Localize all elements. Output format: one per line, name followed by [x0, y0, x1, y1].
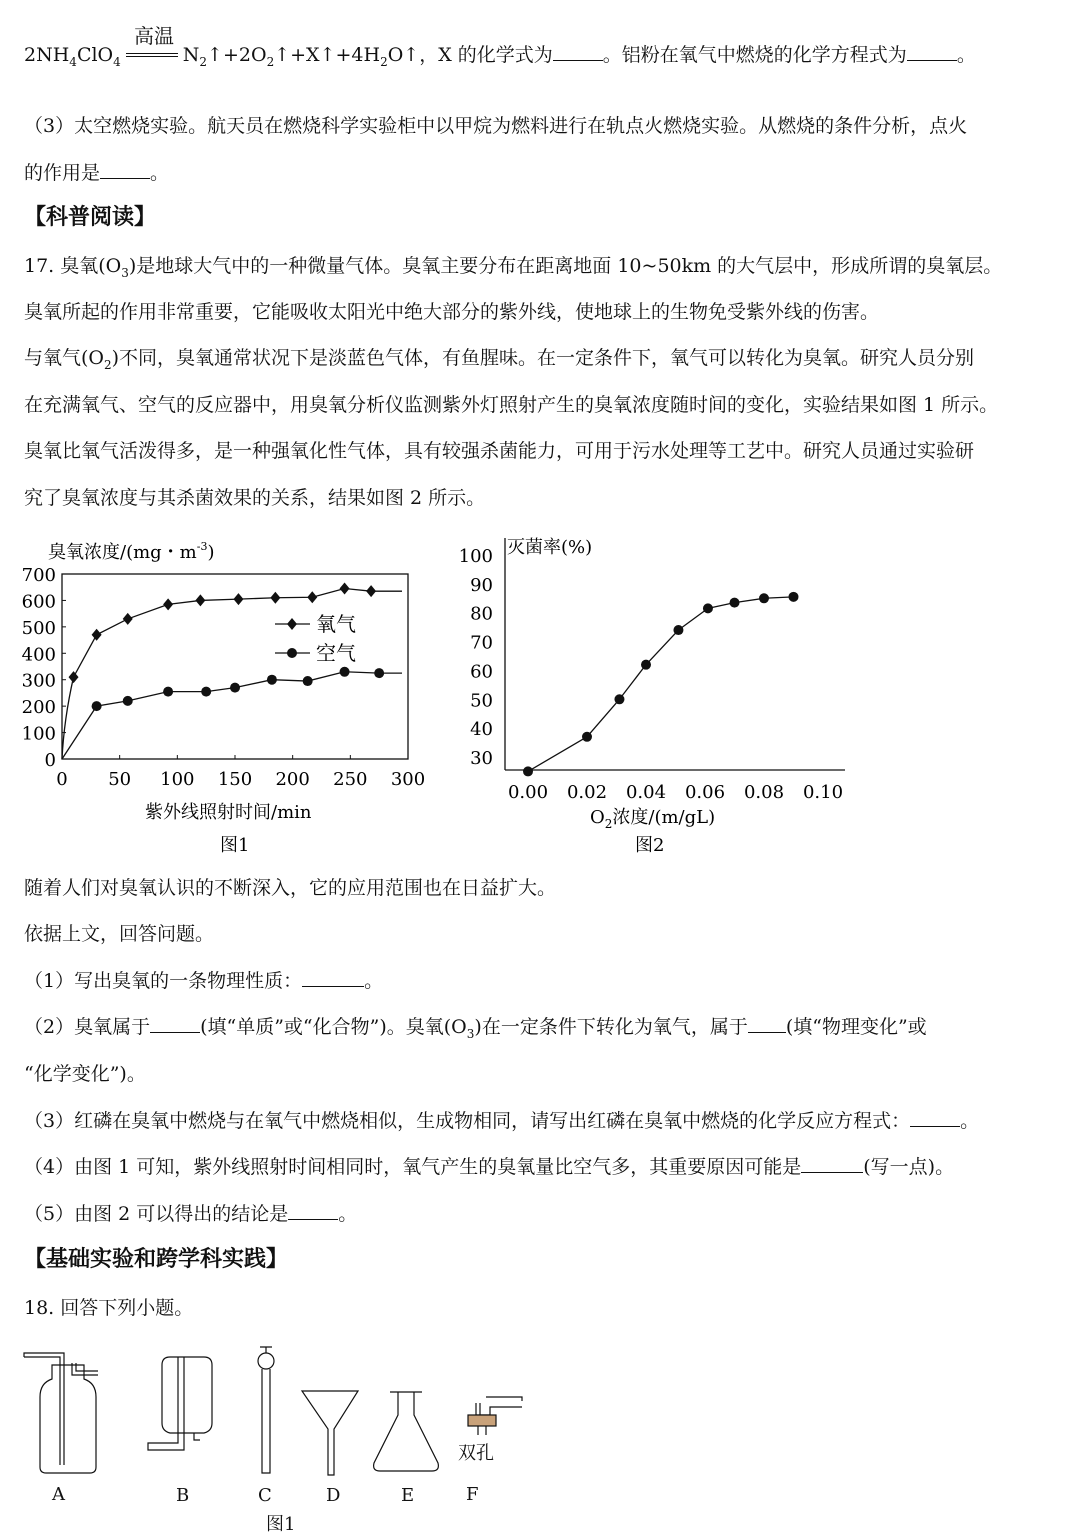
fig2-x-tick-label: 0.00: [507, 782, 549, 803]
fig1-y-tick-label: 100: [21, 723, 56, 745]
legend-air: 空气: [316, 641, 356, 665]
fig1-x-tick-label: 200: [275, 769, 310, 790]
fig2-series-line: [528, 597, 794, 772]
reaction-condition: 高温: [134, 24, 174, 48]
fig2-ylabel: 灭菌率(%): [507, 537, 593, 558]
apparatus-label-b: B: [176, 1485, 190, 1506]
passage-line-5: 臭氧比氧气活泼得多，是一种强氧化性气体，具有较强杀菌能力，可用于污水处理等工艺中。研究人员通过实验研: [24, 440, 975, 462]
fig2-y-tick-label: 30: [470, 748, 493, 769]
fig1-y-tick-label: 500: [21, 617, 56, 639]
question-2: （2）臭氧属于 (填“单质”或“化合物”)。臭氧$(O_3)$在一定条件下转化为氧气，属于 (填“物理变化”或: [24, 1016, 927, 1041]
fig1-oxygen-point: [233, 593, 243, 605]
passage-line-3: 与氧气$(O_2)$不同，臭氧通常状况下是淡蓝色气体，有鱼腥味。在一定条件下，氧气可以转化为臭氧。研究人员分别: [24, 347, 975, 372]
fig2-x-tick-label: 0.02: [566, 782, 608, 803]
fig1-y-tick-label: 200: [21, 697, 56, 719]
fig2-data-point: [614, 694, 624, 704]
fig1-x-tick-label: 150: [217, 769, 253, 790]
q16-3-line2: 的作用是 。: [24, 162, 170, 184]
fig1-legend: [275, 612, 356, 665]
fig1-plot-frame: [62, 574, 408, 759]
fig2-y-tick-label: 90: [470, 574, 493, 596]
apparatus-label-e: E: [401, 1485, 415, 1506]
fig1-oxygen-point: [69, 671, 79, 683]
fig2-caption: 图2: [635, 835, 665, 856]
fig2-data-point: [582, 732, 592, 742]
fig2-data-point: [789, 592, 799, 602]
fig1-oxygen-point: [366, 585, 376, 597]
figure-1-ozone-chart: [20, 528, 440, 863]
question-1: （1）写出臭氧的一条物理性质： 。: [24, 970, 384, 992]
fig2-y-tick-label: 100: [458, 546, 493, 567]
apparatus-f-note: 双孔: [458, 1443, 494, 1464]
fig1-ylabel: 臭氧浓度/(mg・$m^{-3}$): [48, 540, 215, 563]
question-5: （5）由图 2 可以得出的结论是 。: [24, 1203, 358, 1225]
fig1-oxygen-point: [307, 591, 317, 603]
apparatus-d-funnel-icon: [302, 1391, 358, 1475]
fig1-oxygen-point: [195, 594, 205, 606]
fig1-x-tick-label: 300: [390, 769, 426, 790]
passage-line-4: 在充满氧气、空气的反应器中，用臭氧分析仪监测紫外灯照射产生的臭氧浓度随时间的变化，实验结果如图 1 所示。: [24, 394, 999, 416]
apparatus-e-conical-flask-icon: [374, 1392, 439, 1471]
question-18: 18. 回答下列小题。: [24, 1297, 194, 1319]
fig1-air-point: [267, 675, 277, 685]
after-line-1: 随着人们对臭氧认识的不断深入，它的应用范围也在日益扩大。: [24, 877, 557, 899]
section-experiment-title: 【基础实验和跨学科实践】: [24, 1247, 289, 1272]
passage-line-2: 臭氧所起的作用非常重要，它能吸收太阳光中绝大部分的紫外线，使地球上的生物免受紫外线的伤害。: [24, 301, 880, 323]
passage-line-6: 究了臭氧浓度与其杀菌效果的关系，结果如图 2 所示。: [24, 487, 486, 509]
fig2-x-tick-label: 0.04: [625, 782, 667, 803]
apparatus-f-stopper-icon: [468, 1397, 522, 1435]
fig1-x-tick-label: 0: [56, 769, 68, 790]
fig1-oxygen-point: [270, 592, 280, 604]
fig1-x-tick-label: 250: [333, 769, 368, 790]
fig1-air-point: [123, 696, 133, 706]
question-2-cont: “化学变化”)。: [24, 1063, 146, 1085]
fig2-data-point: [673, 625, 683, 635]
fig2-data-point: [523, 766, 533, 776]
apparatus-label-a: A: [52, 1484, 65, 1505]
fig2-data-point: [641, 660, 651, 670]
fig1-air-point: [92, 701, 102, 711]
apparatus-a-gas-bottle-icon: [24, 1353, 98, 1473]
apparatus-label-c: C: [258, 1485, 272, 1506]
fig1-caption: 图1: [220, 835, 250, 856]
fig1-air-point: [201, 687, 211, 697]
apparatus-label-f: F: [466, 1484, 479, 1505]
fig1-y-tick-label: 600: [21, 591, 56, 613]
fig2-x-tick-label: 0.08: [743, 782, 785, 803]
fig1-y-tick-label: 700: [21, 565, 56, 586]
fig1-air-point: [303, 676, 313, 686]
legend-oxygen: 氧气: [316, 612, 356, 636]
fig2-y-tick-label: 50: [470, 690, 493, 712]
fig2-xlabel: $O_2$浓度/(m/gL): [590, 807, 716, 831]
fig1-xlabel: 紫外线照射时间/min: [145, 802, 312, 823]
apparatus-c-thistle-funnel-icon: [258, 1347, 274, 1473]
fig2-x-tick-label: 0.10: [802, 782, 844, 803]
fig1-y-tick-label: 400: [21, 644, 56, 666]
question-4: （4）由图 1 可知，紫外线照射时间相同时，氧气产生的臭氧量比空气多，其重要原因可能是 (写一点)。: [24, 1156, 955, 1178]
apparatus-caption: 图1: [266, 1514, 296, 1535]
legend-circle-icon: [287, 648, 297, 658]
question-3: （3）红磷在臭氧中燃烧与在氧气中燃烧相似，生成物相同，请写出红磷在臭氧中燃烧的化学反应方程式： 。: [24, 1110, 980, 1132]
fig1-oxygen-point: [92, 629, 102, 641]
fig1-air-point: [374, 668, 384, 678]
fig1-oxygen-point: [123, 613, 133, 625]
apparatus-label-d: D: [326, 1485, 341, 1506]
fig1-air-point: [163, 687, 173, 697]
fig2-y-tick-label: 80: [470, 603, 493, 625]
fig2-data-point: [703, 603, 713, 613]
apparatus-b-tube-icon: [148, 1357, 212, 1450]
fig1-x-tick-label: 100: [160, 769, 195, 790]
q16-3-line1: （3）太空燃烧实验。航天员在燃烧科学实验柜中以甲烷为燃料进行在轨点火燃烧实验。从燃烧的条件分析，点火: [24, 115, 968, 137]
apparatus-figure: [0, 1335, 560, 1535]
fig1-y-tick-label: 300: [21, 670, 56, 692]
fig2-x-tick-label: 0.06: [684, 782, 726, 803]
fig1-air-point: [340, 667, 350, 677]
section-reading-title: 【科普阅读】: [24, 205, 157, 230]
fig2-y-tick-label: 70: [470, 632, 493, 654]
fig2-y-tick-label: 40: [470, 719, 493, 741]
fig2-data-point: [730, 598, 740, 608]
fig2-y-tick-label: 60: [470, 661, 493, 683]
legend-diamond-icon: [287, 618, 297, 630]
fig1-oxygen-point: [340, 583, 350, 595]
fig1-x-tick-label: 50: [108, 769, 132, 790]
fig1-y-tick-label: 0: [44, 750, 56, 771]
figure-2-sterilization-chart: [455, 528, 855, 863]
equation-line: $2NH_4ClO_4$ $N_2↑+2O_2↑+X↑+4H_2O↑$，X 的化学式为 。铝粉在氧气中燃烧的化学方程式为 。: [24, 44, 976, 69]
passage-line-1: 17. 臭氧$(O_3)$是地球大气中的一种微量气体。臭氧主要分布在距离地面 10~50km 的大气层中，形成所谓的臭氧层。: [24, 255, 1003, 280]
fig1-air-point: [230, 683, 240, 693]
after-line-2: 依据上文，回答问题。: [24, 923, 215, 945]
fig1-oxygen-point: [163, 598, 173, 610]
fig2-data-point: [759, 593, 769, 603]
